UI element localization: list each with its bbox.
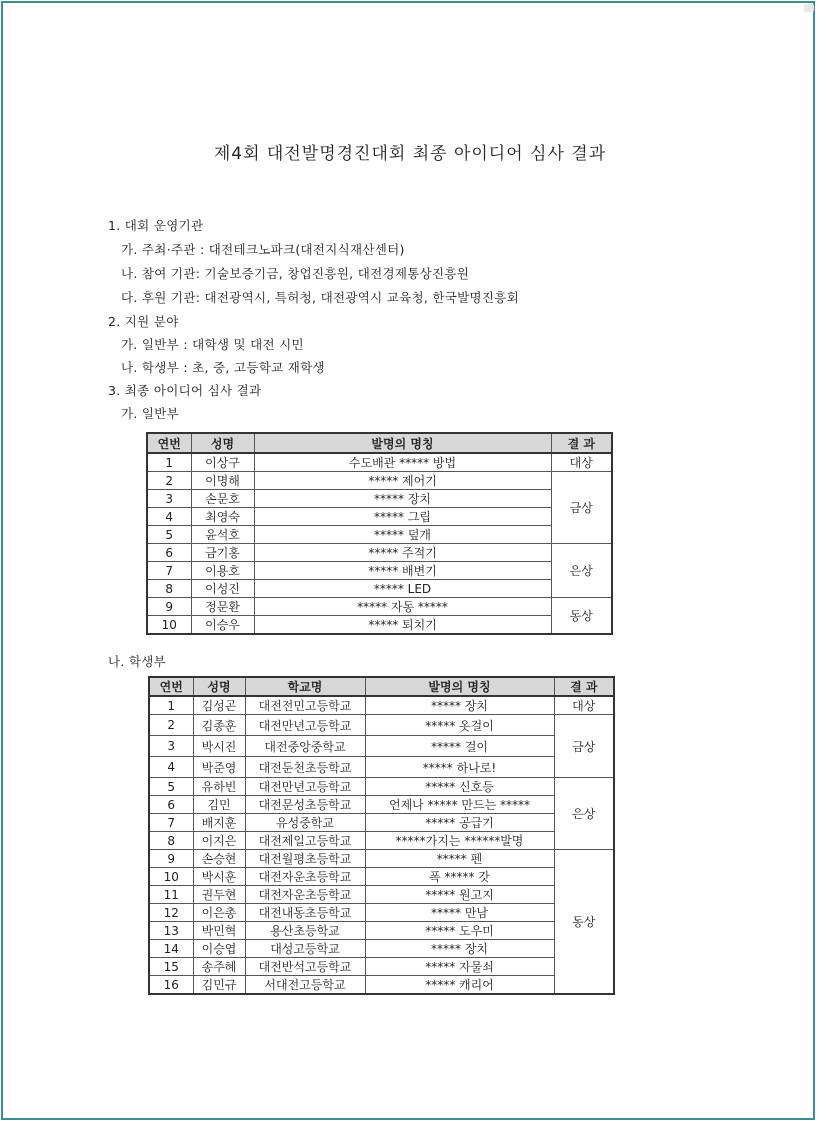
cell-invention: ***** 제어기 xyxy=(254,472,551,490)
document-title: 제4회 대전발명경진대회 최종 아이디어 심사 결과 xyxy=(213,144,607,164)
cell-invention: ***** 캐리어 xyxy=(365,976,554,995)
cell-invention: ***** 도우미 xyxy=(365,922,554,940)
table-row xyxy=(149,715,614,736)
cell-name: 박준영 xyxy=(193,757,245,778)
cell-invention: ***** 걸이 xyxy=(365,736,554,757)
section-2a: 가. 일반부 : 대학생 및 대전 시민 xyxy=(121,337,304,352)
cell-name: 윤석호 xyxy=(191,526,254,544)
table-row xyxy=(149,850,614,868)
cell-no: 16 xyxy=(149,976,193,995)
cell-invention: ***** 신호등 xyxy=(365,778,554,796)
cell-school: 대전둔천초등학교 xyxy=(245,757,365,778)
cell-name: 김민규 xyxy=(193,976,245,995)
cell-name: 배지훈 xyxy=(193,814,245,832)
table-row xyxy=(149,958,614,976)
table-row xyxy=(149,736,614,757)
header-result: 결 과 xyxy=(551,433,612,453)
cell-no: 9 xyxy=(149,850,193,868)
table-row xyxy=(147,453,612,472)
cell-name: 정문환 xyxy=(191,598,254,616)
cell-result: 금상 xyxy=(554,715,614,778)
cell-invention: ***** 자동 ***** xyxy=(254,598,551,616)
header-school: 학교명 xyxy=(245,677,365,696)
cell-name: 최영숙 xyxy=(191,508,254,526)
cell-name: 이성진 xyxy=(191,580,254,598)
cell-no: 7 xyxy=(149,814,193,832)
cell-name: 이승엽 xyxy=(193,940,245,958)
cell-no: 4 xyxy=(149,757,193,778)
section-3-heading: 3. 최종 아이디어 심사 결과 xyxy=(108,383,262,398)
table-row xyxy=(147,562,612,580)
cell-name: 김민 xyxy=(193,796,245,814)
table-row xyxy=(149,976,614,995)
corner-mark xyxy=(804,4,814,12)
cell-name: 박시진 xyxy=(193,736,245,757)
cell-no: 4 xyxy=(147,508,191,526)
cell-school: 대전월평초등학교 xyxy=(245,850,365,868)
section-1c: 다. 후원 기관: 대전광역시, 특허청, 대전광역시 교육청, 한국발명진흥회 xyxy=(121,290,520,305)
table-row xyxy=(149,886,614,904)
header-result: 결 과 xyxy=(554,677,614,696)
table-row xyxy=(147,544,612,562)
cell-no: 13 xyxy=(149,922,193,940)
cell-school: 대전자운초등학교 xyxy=(245,868,365,886)
cell-result: 동상 xyxy=(551,598,612,635)
cell-invention: ***** 공급기 xyxy=(365,814,554,832)
cell-no: 5 xyxy=(147,526,191,544)
section-2-heading: 2. 지원 분야 xyxy=(108,314,179,329)
cell-invention: ***** 만남 xyxy=(365,904,554,922)
cell-no: 5 xyxy=(149,778,193,796)
cell-no: 10 xyxy=(147,616,191,635)
cell-no: 10 xyxy=(149,868,193,886)
table-header-row xyxy=(147,433,612,453)
cell-invention: ***** 옷걸이 xyxy=(365,715,554,736)
cell-name: 박시훈 xyxy=(193,868,245,886)
table-row xyxy=(147,508,612,526)
table-row xyxy=(147,580,612,598)
cell-school: 대전중앙중학교 xyxy=(245,736,365,757)
header-no: 연번 xyxy=(147,433,191,453)
cell-name: 김종훈 xyxy=(193,715,245,736)
section-3b: 나. 학생부 xyxy=(108,654,167,669)
cell-no: 9 xyxy=(147,598,191,616)
cell-invention: ***** 장치 xyxy=(254,490,551,508)
table-row xyxy=(147,472,612,490)
cell-result: 은상 xyxy=(554,778,614,850)
table-row xyxy=(149,832,614,850)
table-row xyxy=(149,696,614,715)
cell-no: 3 xyxy=(149,736,193,757)
cell-name: 이용호 xyxy=(191,562,254,580)
cell-no: 8 xyxy=(147,580,191,598)
cell-invention: ***** 펜 xyxy=(365,850,554,868)
cell-no: 6 xyxy=(147,544,191,562)
cell-no: 1 xyxy=(147,453,191,472)
cell-no: 8 xyxy=(149,832,193,850)
cell-school: 대전만년고등학교 xyxy=(245,715,365,736)
cell-name: 이명해 xyxy=(191,472,254,490)
cell-invention: ***** 자물쇠 xyxy=(365,958,554,976)
cell-no: 1 xyxy=(149,696,193,715)
cell-invention: ***** 원고지 xyxy=(365,886,554,904)
table-row xyxy=(149,922,614,940)
cell-name: 금기홍 xyxy=(191,544,254,562)
cell-school: 대전문성초등학교 xyxy=(245,796,365,814)
cell-school: 대전자운초등학교 xyxy=(245,886,365,904)
section-3a: 가. 일반부 xyxy=(121,406,180,421)
table-row xyxy=(149,796,614,814)
cell-no: 11 xyxy=(149,886,193,904)
cell-result: 은상 xyxy=(551,544,612,598)
header-name: 성명 xyxy=(193,677,245,696)
table-row xyxy=(149,757,614,778)
cell-school: 대성고등학교 xyxy=(245,940,365,958)
cell-invention: 폭 ***** 갓 xyxy=(365,868,554,886)
general-results-table xyxy=(146,432,613,635)
header-no: 연번 xyxy=(149,677,193,696)
cell-invention: ***** 장치 xyxy=(365,696,554,715)
table-header-row xyxy=(149,677,614,696)
cell-name: 이승우 xyxy=(191,616,254,635)
section-1-heading: 1. 대회 운영기관 xyxy=(108,218,204,233)
cell-name: 권두현 xyxy=(193,886,245,904)
table-row xyxy=(147,526,612,544)
cell-name: 이지은 xyxy=(193,832,245,850)
cell-no: 7 xyxy=(147,562,191,580)
section-1b: 나. 참여 기관: 기술보증기금, 창업진흥원, 대전경제통상진흥원 xyxy=(121,266,470,281)
cell-no: 3 xyxy=(147,490,191,508)
cell-invention: *****가지는 ******발명 xyxy=(365,832,554,850)
cell-no: 6 xyxy=(149,796,193,814)
cell-invention: ***** 주적기 xyxy=(254,544,551,562)
cell-name: 송주혜 xyxy=(193,958,245,976)
cell-invention: ***** 배변기 xyxy=(254,562,551,580)
cell-school: 유성중학교 xyxy=(245,814,365,832)
header-invention: 발명의 명칭 xyxy=(254,433,551,453)
cell-name: 이상구 xyxy=(191,453,254,472)
table-row xyxy=(147,616,612,635)
cell-result: 금상 xyxy=(551,472,612,544)
section-1a: 가. 주최·주관 : 대전테크노파크(대전지식재산센터) xyxy=(121,242,405,257)
cell-invention: ***** 장치 xyxy=(365,940,554,958)
student-results-table xyxy=(148,676,615,995)
cell-result: 동상 xyxy=(554,850,614,995)
cell-invention: ***** 하나로! xyxy=(365,757,554,778)
cell-name: 이은총 xyxy=(193,904,245,922)
cell-invention: ***** 퇴치기 xyxy=(254,616,551,635)
cell-name: 김성곤 xyxy=(193,696,245,715)
cell-school: 대전만년고등학교 xyxy=(245,778,365,796)
table-row xyxy=(149,940,614,958)
header-name: 성명 xyxy=(191,433,254,453)
cell-name: 손승현 xyxy=(193,850,245,868)
cell-no: 12 xyxy=(149,904,193,922)
table-row xyxy=(149,868,614,886)
cell-no: 15 xyxy=(149,958,193,976)
cell-name: 유하빈 xyxy=(193,778,245,796)
cell-result: 대상 xyxy=(554,696,614,715)
cell-name: 손문호 xyxy=(191,490,254,508)
table-row xyxy=(149,778,614,796)
cell-result: 대상 xyxy=(551,453,612,472)
cell-school: 서대전고등학교 xyxy=(245,976,365,995)
table-row xyxy=(147,598,612,616)
cell-invention: ***** 덮개 xyxy=(254,526,551,544)
cell-invention: ***** LED xyxy=(254,580,551,598)
cell-no: 14 xyxy=(149,940,193,958)
table-row xyxy=(147,490,612,508)
cell-school: 대전제일고등학교 xyxy=(245,832,365,850)
cell-school: 대전반석고등학교 xyxy=(245,958,365,976)
cell-name: 박민혁 xyxy=(193,922,245,940)
cell-school: 용산초등학교 xyxy=(245,922,365,940)
header-invention: 발명의 명칭 xyxy=(365,677,554,696)
table-row xyxy=(149,814,614,832)
section-2b: 나. 학생부 : 초, 중, 고등학교 재학생 xyxy=(121,360,325,375)
cell-school: 대전전민고등학교 xyxy=(245,696,365,715)
cell-no: 2 xyxy=(147,472,191,490)
cell-school: 대전내동초등학교 xyxy=(245,904,365,922)
table-row xyxy=(149,904,614,922)
cell-invention: 언제나 ***** 만드는 ***** xyxy=(365,796,554,814)
cell-invention: 수도배관 ***** 방법 xyxy=(254,453,551,472)
cell-no: 2 xyxy=(149,715,193,736)
cell-invention: ***** 그립 xyxy=(254,508,551,526)
